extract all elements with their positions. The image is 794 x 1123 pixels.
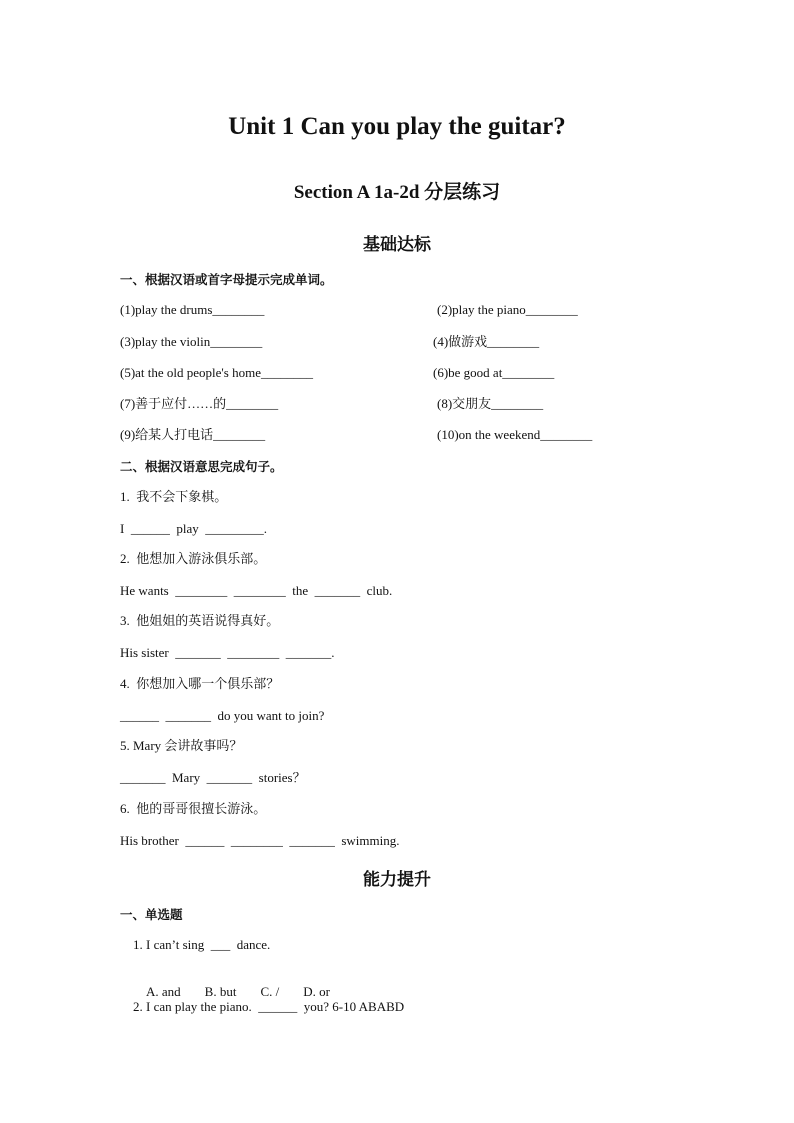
sentence-cn-3: 3. 他姐姐的英语说得真好。	[120, 613, 280, 628]
sentence-en-2: He wants ________ ________ the _______ club.	[120, 583, 393, 598]
part2-heading: 二、根据汉语意思完成句子。	[120, 459, 283, 474]
page-title: Unit 1 Can you play the guitar?	[228, 113, 566, 140]
sentence-en-6: His brother ______ ________ _______ swimming.	[120, 833, 400, 848]
sentence-cn-2: 2. 他想加入游泳俱乐部。	[120, 551, 267, 566]
level2-heading: 能力提升	[363, 870, 431, 889]
part3-heading: 一、单选题	[120, 907, 183, 922]
sentence-cn-4: 4. 你想加入哪一个俱乐部？	[120, 676, 280, 691]
sentence-cn-5: 5. Mary 会讲故事吗？	[120, 738, 243, 753]
mc-question-2: 2. I can play the piano. ______ you? 6-10 ABABD	[133, 999, 405, 1014]
sentence-cn-6: 6. 他的哥哥很擅长游泳。	[120, 801, 267, 816]
word-item-1: (1)play the drums________	[120, 302, 265, 317]
word-item-3: (3)play the violin________	[120, 334, 263, 349]
word-item-10: (10)on the weekend________	[437, 427, 593, 442]
sentence-en-4: ______ _______ do you want to join?	[120, 708, 325, 723]
word-item-7: (7)善于应付……的________	[120, 396, 279, 411]
page-subtitle: Section A 1a-2d 分层练习	[293, 182, 501, 203]
word-item-9: (9)给某人打电话________	[120, 427, 266, 442]
sentence-en-3: His sister _______ ________ _______.	[120, 645, 335, 660]
sentence-en-1: I ______ play _________.	[120, 521, 267, 536]
part1-heading: 一、根据汉语或首字母提示完成单词。	[120, 272, 333, 287]
sentence-cn-1: 1. 我不会下象棋。	[120, 489, 228, 504]
word-item-8: (8)交朋友________	[437, 396, 544, 411]
option-b: B. but	[204, 984, 237, 999]
word-item-2: (2)play the piano________	[437, 302, 578, 317]
option-a: A. and	[146, 984, 181, 999]
word-item-5: (5)at the old people's home________	[120, 365, 313, 380]
option-d: D. or	[303, 984, 330, 999]
mc-question-1: 1. I can’t sing ___ dance.	[133, 937, 271, 952]
level1-heading: 基础达标	[363, 235, 431, 254]
word-item-4: (4)做游戏________	[433, 334, 540, 349]
sentence-en-5: _______ Mary _______ stories？	[120, 770, 306, 785]
option-c: C. /	[260, 984, 280, 999]
word-item-6: (6)be good at________	[433, 365, 555, 380]
